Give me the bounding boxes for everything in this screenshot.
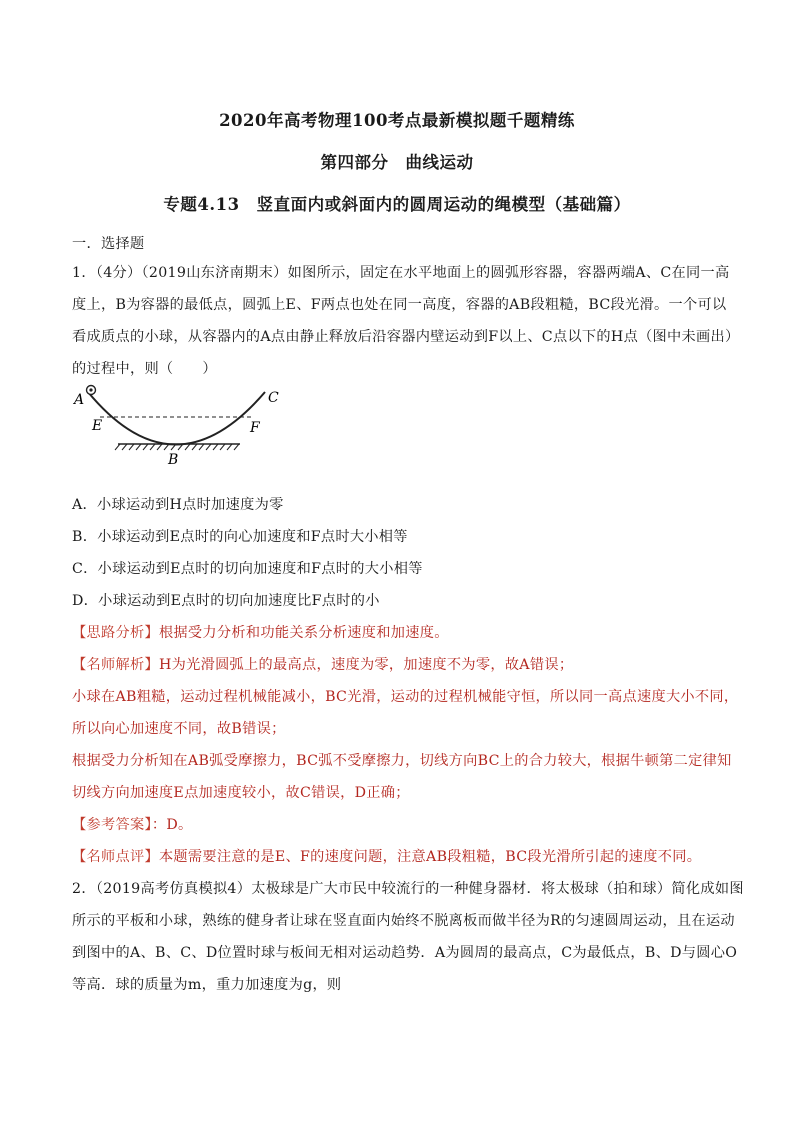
solution-line: 根据受力分析知在AB弧受摩擦力，BC弧不受摩擦力，切线方向BC上的合力较大，根据牛顿第二定律知 bbox=[72, 753, 732, 769]
q1-stem-line: 度上，B为容器的最低点，圆弧上E、F两点也处在同一高度，容器的AB段粗糙，BC段光滑。一个可以 bbox=[72, 297, 727, 313]
option-b: B．小球运动到E点时的向心加速度和F点时大小相等 bbox=[72, 529, 408, 545]
solution-line: H为光滑圆弧上的最高点，速度为零，加速度不为零，故A错误； bbox=[158, 657, 574, 673]
label-a: A bbox=[74, 392, 85, 408]
solution-tag: 【名师解析】 bbox=[72, 657, 159, 673]
label-e: E bbox=[92, 418, 103, 434]
document-title: 2020年高考物理100考点最新模拟题千题精练 bbox=[219, 111, 575, 130]
analysis-tag: 【思路分析】 bbox=[72, 625, 159, 641]
q2-stem-line: 所示的平板和小球，熟练的健身者让球在竖直面内始终不脱离板而做半径为R的匀速圆周运动，且在运动 bbox=[72, 913, 735, 929]
q2-stem-line: 2．（2019高考仿真模拟4）太极球是广大市民中较流行的一种健身器材．将太极球（拍和球）简化成如图 bbox=[72, 881, 744, 897]
analysis-paragraph bbox=[72, 622, 449, 642]
topic-title: 专题4.13 竖直面内或斜面内的圆周运动的绳模型（基础篇） bbox=[163, 195, 631, 214]
option-c: C．小球运动到E点时的切向加速度和F点时的大小相等 bbox=[72, 561, 423, 577]
q1-stem-line: 的过程中，则（ ） bbox=[72, 361, 217, 377]
analysis-text: 根据受力分析和功能关系分析速度和加速度。 bbox=[158, 625, 449, 641]
q2-stem-line: 到图中的A、B、C、D位置时球与板间无相对运动趋势．A为圆周的最高点，C为最低点，B、D与圆心O bbox=[72, 945, 738, 961]
arc-container bbox=[88, 392, 265, 445]
q1-figure bbox=[70, 382, 290, 468]
comment-tag: 【名师点评】 bbox=[72, 849, 159, 865]
q2-stem-line: 等高．球的质量为m，重力加速度为g，则 bbox=[72, 977, 342, 993]
label-b: B bbox=[168, 452, 179, 468]
comment-paragraph bbox=[72, 846, 701, 866]
comment-text: 本题需要注意的是E、F的速度问题，注意AB段粗糙，BC段光滑所引起的速度不同。 bbox=[158, 849, 702, 865]
answer-tag: 【参考答案】 bbox=[72, 817, 152, 833]
label-c: C bbox=[268, 390, 279, 406]
option-d: D．小球运动到E点时的切向加速度比F点时的小 bbox=[72, 593, 380, 609]
solution-line: 切线方向加速度E点加速度较小，故C错误，D正确； bbox=[72, 785, 410, 801]
option-a: A．小球运动到H点时加速度为零 bbox=[72, 497, 284, 513]
q1-stem-line: 1．（4分）（2019山东济南期末）如图所示，固定在水平地面上的圆弧形容器，容器两端A、C在同一高 bbox=[72, 265, 730, 281]
label-f: F bbox=[250, 420, 260, 436]
q1-stem-line: 看成质点的小球，从容器内的A点由静止释放后沿容器内壁运动到F以上、C点以下的H点（图中未画出） bbox=[72, 329, 740, 345]
solution-line: 所以向心加速度不同，故B错误； bbox=[72, 721, 286, 737]
solution-paragraph bbox=[72, 654, 573, 674]
part-title: 第四部分 曲线运动 bbox=[320, 153, 474, 172]
section-heading: 一．选择题 bbox=[72, 236, 145, 252]
answer-paragraph bbox=[72, 814, 192, 834]
solution-line: 小球在AB粗糙，运动过程机械能减小，BC光滑，运动的过程机械能守恒，所以同一高点速度大小不同， bbox=[72, 689, 739, 705]
answer-text: ：D。 bbox=[151, 817, 193, 833]
